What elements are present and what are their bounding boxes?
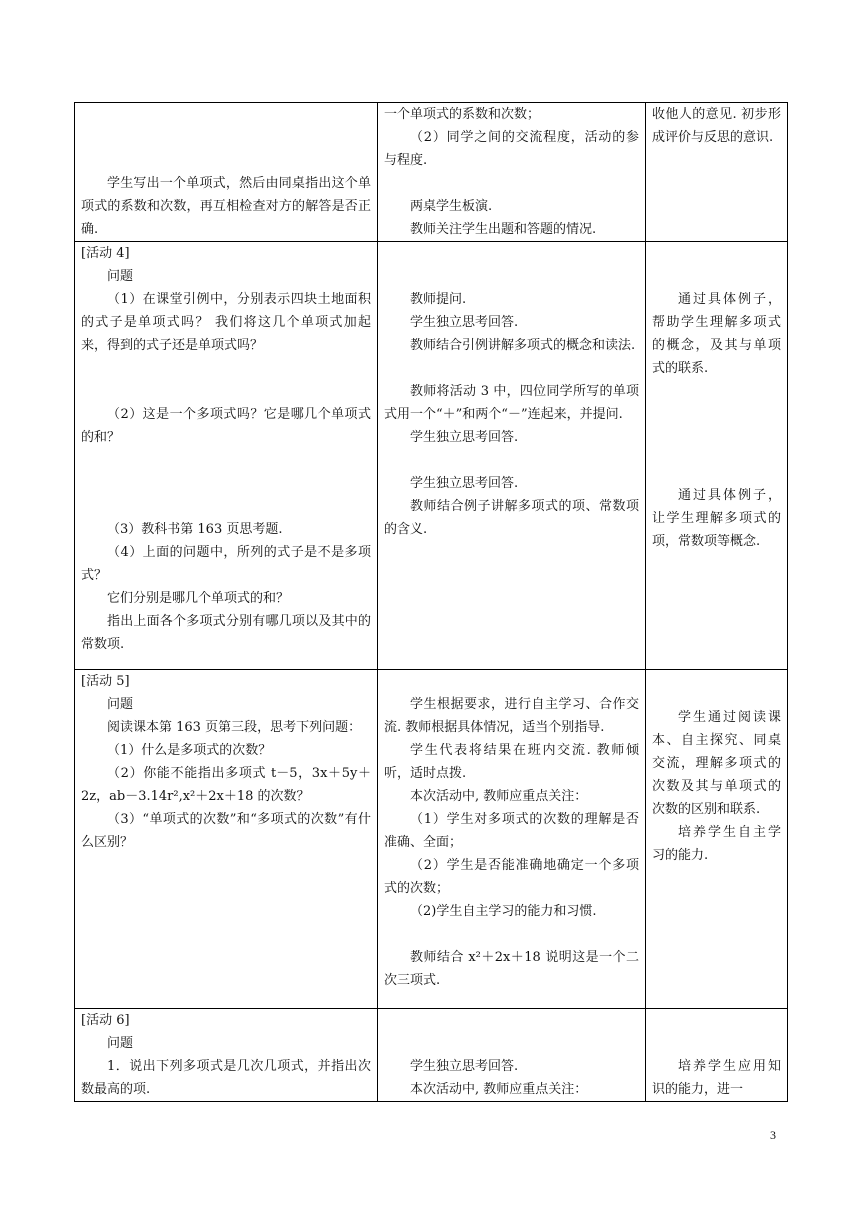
- paragraph: 阅读课本第 163 页第三段，思考下列问题：: [107, 720, 362, 735]
- teacher-activity-cell: [378, 670, 646, 1009]
- table-row: [75, 1009, 788, 1102]
- paragraph: （1）在课堂引例中，分别表示四块土地面积的式子是单项式吗？ 我们将这几个单项式加起来，得到的式子还是单项式吗？: [81, 292, 371, 353]
- paragraph: 学生独立思考回答.: [410, 476, 519, 491]
- design-intent-cell: [646, 242, 788, 670]
- paragraph: 学生根据要求，进行自主学习、合作交流. 教师根据具体情况，适当个别指导.: [384, 697, 639, 735]
- activity-heading: [活动 6]: [81, 1013, 130, 1028]
- paragraph: （2）学生是否能准确地确定一个多项式的次数；: [384, 858, 639, 896]
- teacher-activity-cell: [378, 103, 646, 242]
- table-row: [75, 103, 788, 242]
- paragraph: 学生独立思考回答.: [410, 430, 519, 445]
- activity-heading: [活动 5]: [81, 674, 130, 689]
- paragraph: （4）上面的问题中，所列的式子是不是多项式？: [81, 545, 371, 583]
- paragraph: 本次活动中, 教师应重点关注：: [410, 789, 588, 804]
- paragraph: （3）“单项式的次数”和“多项式的次数”有什么区别？: [81, 812, 371, 850]
- paragraph: 学生写出一个单项式，然后由同桌指出这个单项式的系数和次数，再互相检查对方的解答是否正确.: [81, 176, 371, 237]
- student-activity-cell: [75, 670, 378, 1009]
- paragraph: 本次活动中, 教师应重点关注：: [410, 1082, 588, 1097]
- paragraph: 学生独立思考回答.: [410, 1059, 519, 1074]
- table-row: [75, 242, 788, 670]
- paragraph: 问题: [107, 1036, 134, 1051]
- student-activity-cell: [75, 103, 378, 242]
- design-intent-cell: [646, 670, 788, 1009]
- student-activity-cell: [75, 1009, 378, 1102]
- paragraph: 教师结合 x²＋2x＋18 说明这是一个二次三项式.: [384, 950, 639, 988]
- design-intent-cell: [646, 103, 788, 242]
- paragraph: 教师将活动 3 中，四位同学所写的单项式用一个“＋”和两个“－”连起来，并提问.: [384, 384, 639, 422]
- paragraph: 1．说出下列多项式是几次几项式，并指出次数最高的项.: [81, 1059, 371, 1097]
- paragraph: （2）这是一个多项式吗？它是哪几个单项式的和？: [81, 407, 371, 445]
- paragraph: 教师提问.: [410, 292, 467, 307]
- teacher-activity-cell: [378, 1009, 646, 1102]
- paragraph: （1）什么是多项式的次数？: [107, 743, 272, 758]
- paragraph: 学生独立思考回答.: [410, 315, 519, 330]
- paragraph: 教师关注学生出题和答题的情况.: [410, 222, 597, 237]
- paragraph: （3）教科书第 163 页思考题.: [107, 522, 283, 537]
- lesson-plan-table: [74, 102, 788, 1102]
- teacher-activity-cell: [378, 242, 646, 670]
- paragraph: （2）同学之间的交流程度，活动的参与程度.: [384, 130, 639, 168]
- paragraph: （2）你能不能指出多项式 t－5，3x＋5y＋2z，ab－3.14r²,x²＋2x＋18 的次数？: [81, 766, 371, 804]
- table-row: [75, 670, 788, 1009]
- paragraph: 一个单项式的系数和次数；: [384, 107, 541, 122]
- paragraph: 学生代表将结果在班内交流. 教师倾听，适时点拨.: [384, 743, 639, 781]
- paragraph: 两桌学生板演.: [410, 199, 493, 214]
- paragraph: 学生通过阅读课本、自主探究、同桌交流，理解多项式的次数及其与单项式的次数的区别和联系.: [652, 710, 781, 817]
- student-activity-cell: [75, 242, 378, 670]
- paragraph: 教师结合引例讲解多项式的概念和读法.: [410, 338, 636, 353]
- paragraph: 问题: [107, 269, 134, 284]
- paragraph: 指出上面各个多项式分别有哪几项以及其中的常数项.: [81, 614, 371, 652]
- design-intent-cell: [646, 1009, 788, 1102]
- paragraph: （1）学生对多项式的次数的理解是否准确、全面；: [384, 812, 639, 850]
- paragraph: 培养学生应用知识的能力，进一: [652, 1059, 781, 1097]
- paragraph: （2)学生自主学习的能力和习惯.: [410, 904, 597, 919]
- paragraph: 教师结合例子讲解多项式的项、常数项的含义.: [384, 499, 639, 537]
- paragraph: 它们分别是哪几个单项式的和？: [107, 591, 290, 606]
- paragraph: 通过具体例子，让学生理解多项式的项，常数项等概念.: [652, 488, 781, 549]
- activity-heading: [活动 4]: [81, 246, 130, 261]
- paragraph: 问题: [107, 697, 134, 712]
- paragraph: 通过具体例子，帮助学生理解多项式的概念，及其与单项式的联系.: [652, 292, 781, 376]
- paragraph: 收他人的意见. 初步形成评价与反思的意识.: [652, 107, 781, 145]
- page-number: 3: [770, 1128, 776, 1142]
- paragraph: 培养学生自主学习的能力.: [652, 825, 781, 863]
